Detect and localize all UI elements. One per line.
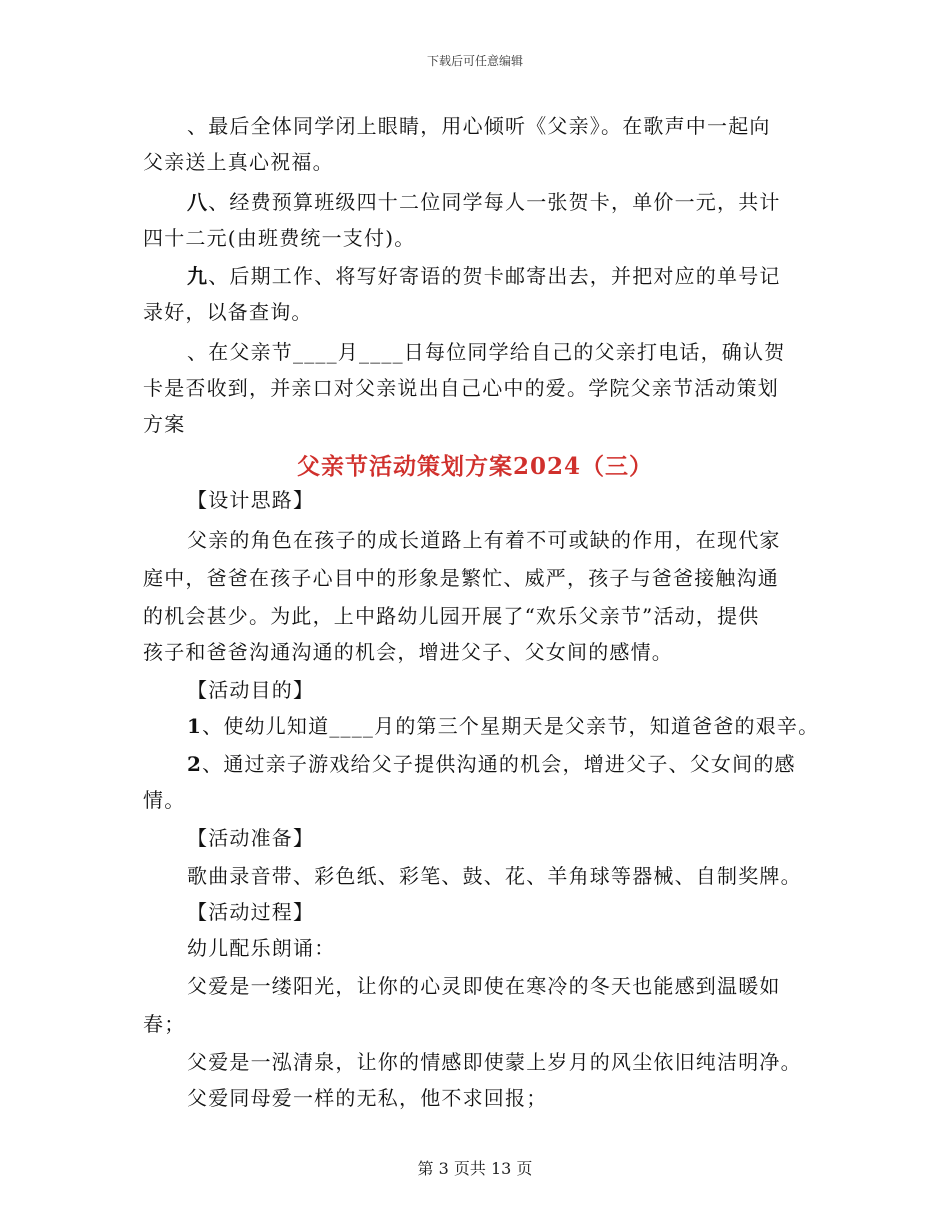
section-number: 八 — [187, 190, 209, 214]
paragraph-line: 四十二元(由班费统一支付)。 — [143, 226, 416, 250]
paragraph-line: 春； — [143, 1012, 186, 1036]
paragraph-line: 父爱是一泓清泉，让你的情感即使蒙上岁月的风尘依旧纯洁明净。 — [187, 1050, 802, 1074]
page-header: 下载后可任意编辑 — [426, 54, 523, 68]
paragraph-line: 父爱同母爱一样的无私，他不求回报； — [187, 1086, 548, 1110]
paragraph-line: 歌曲录音带、彩色纸、彩笔、鼓、花、羊角球等器械、自制奖牌。 — [187, 864, 802, 888]
paragraph-line: 、最后全体同学闭上眼睛，用心倾听《父亲》。在歌声中一起向 — [187, 114, 771, 138]
section-heading: 【活动目的】 — [187, 678, 315, 702]
section-heading: 【活动过程】 — [187, 900, 315, 924]
paragraph-line: 情。 — [143, 788, 186, 812]
paragraph-line: 父爱是一缕阳光，让你的心灵即使在寒冷的冬天也能感到温暖如 — [187, 974, 781, 998]
list-number: 1 — [187, 714, 203, 738]
paragraph-line: 、在父亲节____月____日每位同学给自己的父亲打电话，确认贺 — [187, 340, 786, 364]
section-heading: 【活动准备】 — [187, 826, 315, 850]
paragraph-line: 父亲的角色在孩子的成长道路上有着不可或缺的作用，在现代家 — [187, 528, 781, 552]
paragraph-line: 孩子和爸爸沟通沟通的机会，增进父子、父女间的感情。 — [143, 640, 673, 664]
page-footer: 第 3 页共 13 页 — [417, 1159, 533, 1178]
list-number: 2 — [187, 752, 203, 776]
paragraph-line: 庭中，爸爸在孩子心目中的形象是繁忙、威严，孩子与爸爸接触沟通 — [143, 566, 779, 590]
section-title: 父亲节活动策划方案2024（三） — [296, 453, 653, 480]
paragraph-line: 录好，以备查询。 — [143, 300, 313, 324]
paragraph-line: 2、通过亲子游戏给父子提供沟通的机会，增进父子、父女间的感 — [187, 752, 796, 776]
section-number: 九 — [187, 264, 209, 288]
paragraph-line: 父亲送上真心祝福。 — [143, 150, 334, 174]
paragraph-line: 九、后期工作、将写好寄语的贺卡邮寄出去，并把对应的单号记 — [187, 264, 781, 288]
paragraph-line: 的机会甚少。为此，上中路幼儿园开展了“欢乐父亲节”活动，提供 — [143, 604, 760, 628]
paragraph-line: 1、使幼儿知道____月的第三个星期天是父亲节，知道爸爸的艰辛。 — [187, 714, 820, 738]
paragraph-line: 幼儿配乐朗诵： — [187, 936, 336, 960]
paragraph-line: 八、经费预算班级四十二位同学每人一张贺卡，单价一元，共计 — [187, 190, 781, 214]
section-heading: 【设计思路】 — [187, 488, 315, 512]
paragraph-line: 卡是否收到，并亲口对父亲说出自己心中的爱。学院父亲节活动策划 — [143, 376, 779, 400]
paragraph-line: 方案 — [143, 412, 186, 436]
